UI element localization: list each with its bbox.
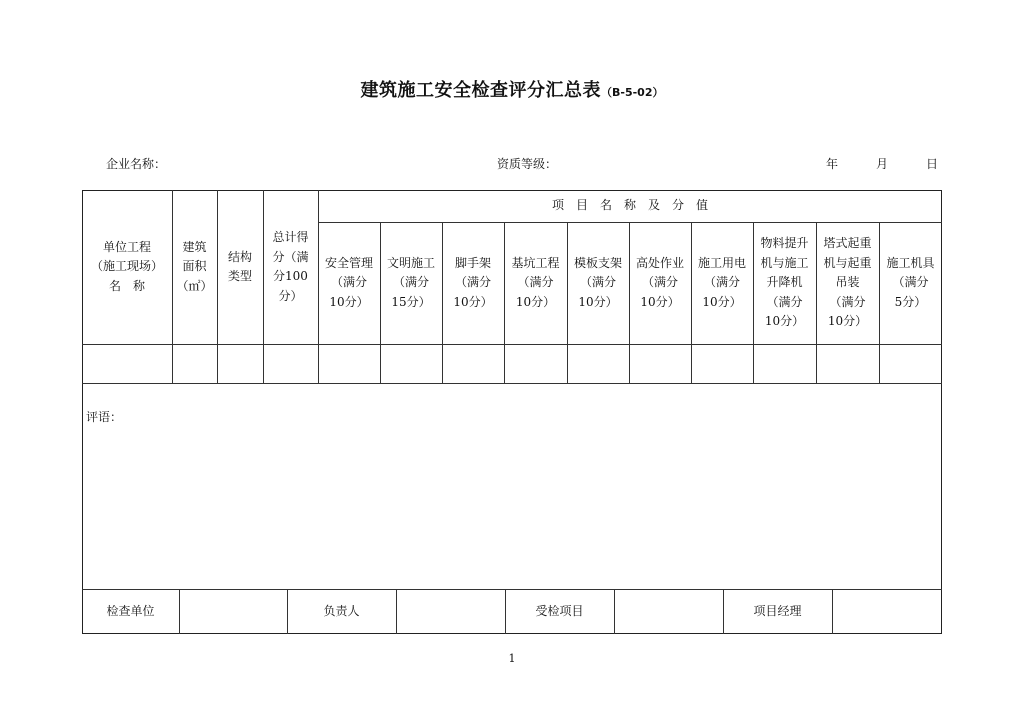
footer-responsible: 负责人 [323,603,360,618]
column-header-building-area: 建筑 面积 （㎡） [176,239,213,293]
date-field [826,155,938,172]
column-header-structure-type: 结构 类型 [227,249,252,283]
table-rule [82,344,942,345]
footer-inspect-unit: 检查单位 [106,603,155,618]
document-code: （B-5-02） [601,86,664,99]
column-header-foundation-pit: 基坑工程 （满分 10分） [511,255,560,309]
group-header: 项 目 名 称 及 分 值 [551,198,708,213]
page-number: 1 [508,652,516,665]
column-header-material-hoist: 物料提升 机与施工 升降机 （满分 10分） [760,236,809,329]
column-header-safety-management: 安全管理 （满分 10分） [324,255,373,309]
column-header-scaffold: 脚手架 （满分 10分） [453,255,493,309]
table-rule [82,383,942,384]
column-header-civilized-construction: 文明施工 （满分 15分） [386,255,435,309]
table-rule [832,589,833,634]
column-header-construction-machinery: 施工机具 （满分 5分） [886,255,935,309]
footer-inspected-project: 受检项目 [535,603,584,618]
table-rule [179,589,180,634]
month-label: 月 [876,157,889,171]
column-header-unit-project: 单位工程 （施工现场） 名 称 [90,239,163,293]
day-label: 日 [926,157,939,171]
qualification-grade-label: 资质等级： [497,157,558,171]
column-header-total-score: 总计得 分（满 分100 分） [272,230,309,303]
column-header-tower-crane: 塔式起重 机与起重 吊装 （满分 10分） [823,236,872,329]
column-header-construction-electricity: 施工用电 （满分 10分） [697,255,746,309]
column-header-work-at-height: 高处作业 （满分 10分） [635,255,684,309]
table-rule [614,589,615,634]
table-rule [396,589,397,634]
document-title-main: 建筑施工安全检查评分汇总表 [360,80,601,101]
remarks-label: 评语： [86,410,123,424]
year-label: 年 [826,157,839,171]
footer-project-manager: 项目经理 [753,603,802,618]
document-title [0,76,1024,102]
company-name-label: 企业名称： [106,157,167,171]
column-header-formwork-support: 模板支架 （满分 10分） [573,255,622,309]
